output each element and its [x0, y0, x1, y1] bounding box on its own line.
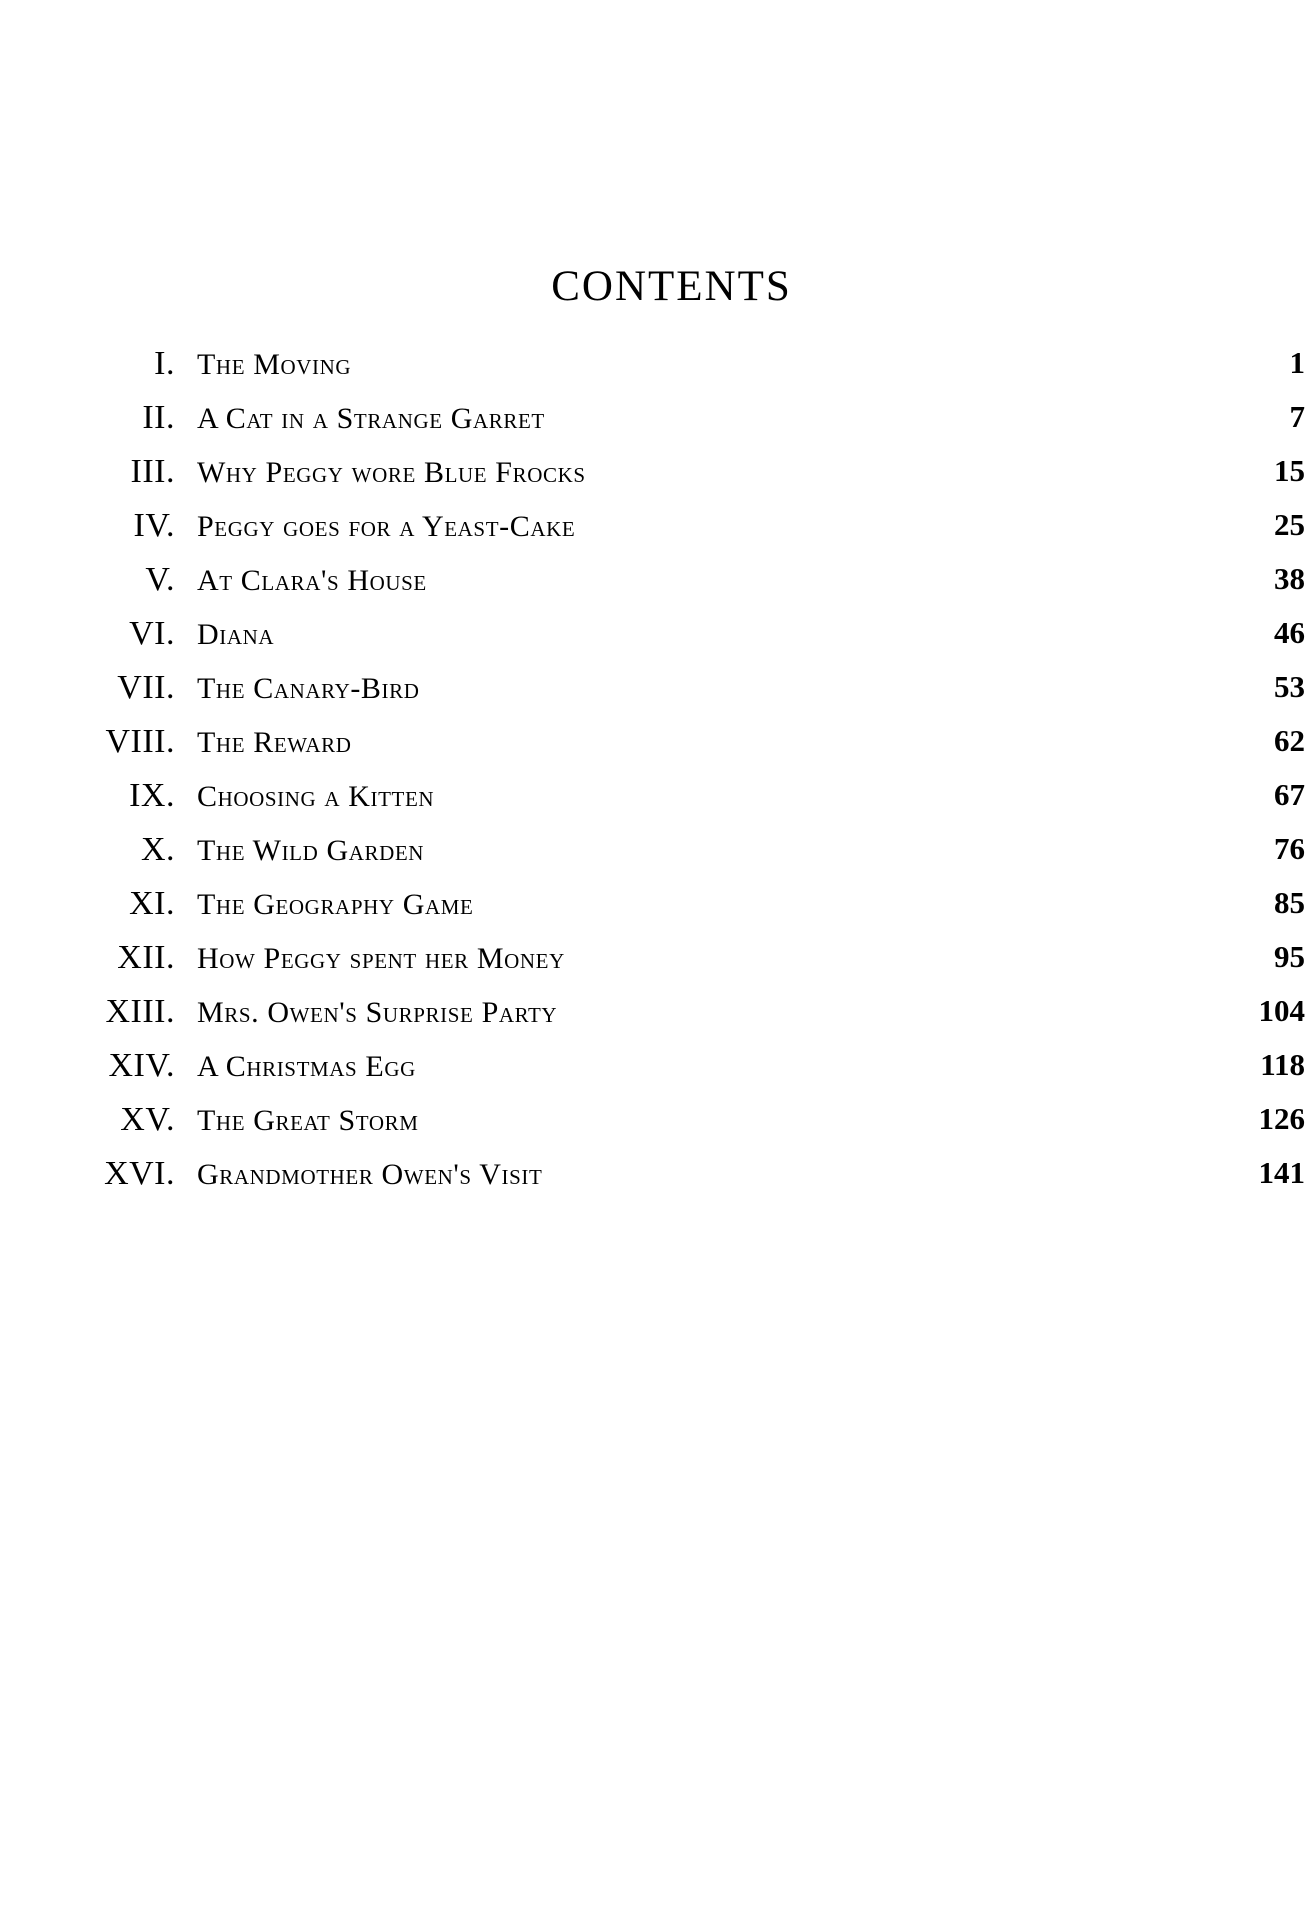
toc-row [0, 939, 1305, 993]
toc-row [0, 399, 1305, 453]
toc-page-number: 95 [1274, 939, 1305, 974]
toc-chapter-title: The Great Storm [197, 1104, 419, 1137]
toc-row [0, 1155, 1305, 1209]
toc-page-number: 46 [1274, 615, 1305, 650]
toc-entry[interactable] [0, 831, 1305, 885]
toc-entry[interactable] [0, 939, 1305, 993]
toc-row [0, 345, 1305, 399]
toc-entry[interactable] [0, 993, 1305, 1047]
toc-page-number: 15 [1274, 453, 1305, 488]
toc-row [0, 1047, 1305, 1101]
toc-chapter-title: Mrs. Owen's Surprise Party [197, 996, 558, 1029]
toc-row [0, 993, 1305, 1047]
toc-chapter-number: X . [0, 831, 175, 869]
toc-chapter-number: VII . [0, 669, 175, 707]
toc-row [0, 669, 1305, 723]
toc-chapter-number: I . [0, 345, 175, 383]
toc-chapter-title: Choosing a Kitten [197, 780, 435, 813]
toc-chapter-number: VIII . [0, 723, 175, 761]
toc-page-number: 141 [1258, 1155, 1305, 1190]
toc-chapter-title: Diana [197, 618, 275, 651]
toc-chapter-number: XI . [0, 885, 175, 923]
toc-page-number: 76 [1274, 831, 1305, 866]
toc-entry[interactable] [0, 453, 1305, 507]
toc-row [0, 615, 1305, 669]
table-of-contents [0, 345, 1305, 1209]
toc-page-number: 7 [1289, 399, 1305, 434]
toc-row [0, 831, 1305, 885]
toc-entry[interactable] [0, 669, 1305, 723]
toc-page-number: 85 [1274, 885, 1305, 920]
toc-chapter-title: The Reward [197, 726, 352, 759]
toc-entry[interactable] [0, 507, 1305, 561]
toc-chapter-number: XV . [0, 1101, 175, 1139]
toc-chapter-number: IV . [0, 507, 175, 545]
toc-chapter-number: XII . [0, 939, 175, 977]
toc-page-number: 53 [1274, 669, 1305, 704]
toc-page-number: 118 [1260, 1047, 1305, 1082]
toc-entry[interactable] [0, 615, 1305, 669]
toc-page-number: 1 [1289, 345, 1305, 380]
toc-row [0, 1101, 1305, 1155]
toc-entry[interactable] [0, 885, 1305, 939]
toc-row [0, 561, 1305, 615]
toc-chapter-title: A Cat in a Strange Garret [197, 402, 545, 435]
toc-chapter-number: IX . [0, 777, 175, 815]
toc-chapter-title: Why Peggy wore Blue Frocks [197, 456, 586, 489]
toc-chapter-number: V . [0, 561, 175, 599]
toc-chapter-title: The Geography Game [197, 888, 474, 921]
toc-chapter-title: How Peggy spent her Money [197, 942, 565, 975]
toc-chapter-number: XIV . [0, 1047, 175, 1085]
toc-chapter-title: The Wild Garden [197, 834, 425, 867]
toc-page-number: 67 [1274, 777, 1305, 812]
toc-entry[interactable] [0, 777, 1305, 831]
toc-chapter-title: At Clara's House [197, 564, 427, 597]
toc-chapter-title: The Moving [197, 348, 352, 381]
toc-entry[interactable] [0, 1047, 1305, 1101]
toc-row [0, 723, 1305, 777]
page-title: CONTENTS [551, 263, 792, 310]
toc-chapter-number: XVI . [0, 1155, 175, 1193]
toc-chapter-title: Peggy goes for a Yeast-Cake [197, 510, 576, 543]
toc-chapter-number: II . [0, 399, 175, 437]
toc-row [0, 777, 1305, 831]
toc-chapter-number: VI . [0, 615, 175, 653]
toc-entry[interactable] [0, 1155, 1305, 1209]
toc-page-number: 38 [1274, 561, 1305, 596]
toc-entry[interactable] [0, 1101, 1305, 1155]
toc-row [0, 885, 1305, 939]
toc-chapter-title: A Christmas Egg [197, 1050, 416, 1083]
toc-chapter-number: XIII . [0, 993, 175, 1031]
toc-page-number: 62 [1274, 723, 1305, 758]
toc-entry[interactable] [0, 561, 1305, 615]
toc-entry[interactable] [0, 723, 1305, 777]
toc-chapter-title: Grandmother Owen's Visit [197, 1158, 543, 1191]
toc-page-number: 126 [1258, 1101, 1305, 1136]
toc-row [0, 453, 1305, 507]
toc-chapter-title: The Canary-Bird [197, 672, 420, 705]
toc-row [0, 507, 1305, 561]
toc-page-number: 104 [1258, 993, 1305, 1028]
toc-entry[interactable] [0, 345, 1305, 399]
toc-chapter-number: III . [0, 453, 175, 491]
toc-page-number: 25 [1274, 507, 1305, 542]
toc-entry[interactable] [0, 399, 1305, 453]
